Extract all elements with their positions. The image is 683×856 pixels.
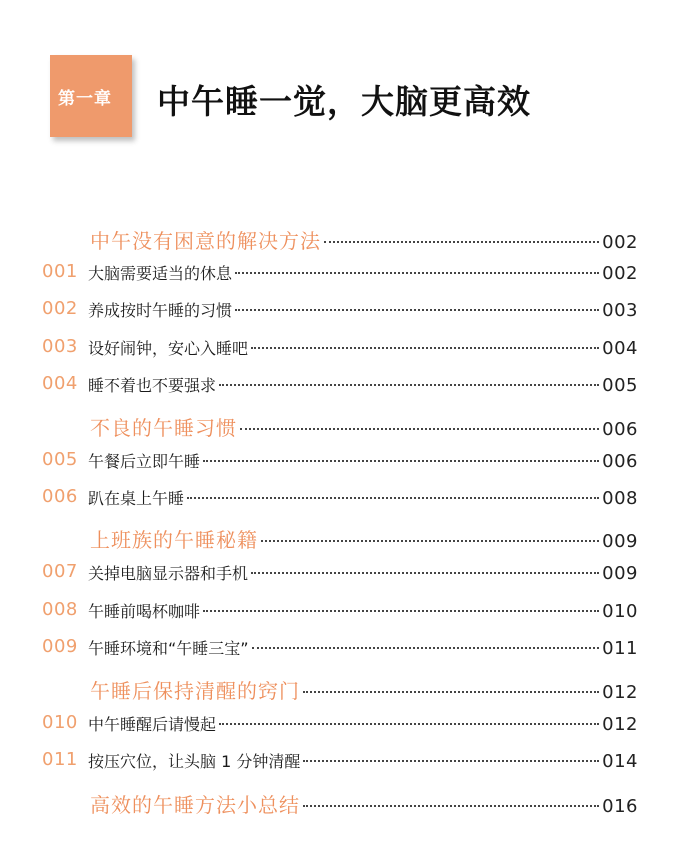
toc-item [42,261,638,284]
dot-leader [235,272,599,274]
toc-item-number: 002 [42,298,78,319]
toc-item-title: 午睡前喝杯咖啡 [88,602,201,621]
toc-item-number: 005 [42,449,78,470]
dot-leader [303,760,599,762]
toc-section [90,225,638,254]
toc-page-number: 002 [602,232,638,253]
dot-leader [251,347,599,349]
toc-item-number: 010 [42,712,78,733]
toc-section-title: 中午没有困意的解决方法 [90,229,321,253]
chapter-label: 第一章 [58,89,112,109]
toc-item-title: 中午睡醒后请慢起 [88,715,217,734]
toc-item-number: 008 [42,599,78,620]
toc-page-number: 011 [602,638,638,659]
dot-leader [203,460,599,462]
toc-page-number: 009 [602,563,638,584]
toc-item-number: 006 [42,486,78,507]
dot-leader [261,540,599,542]
toc-item [42,712,638,735]
toc-page-number: 012 [602,682,638,703]
toc-section [90,675,638,704]
chapter-title: 中午睡一觉，大脑更高效 [157,82,531,121]
dot-leader [203,610,599,612]
dot-leader [252,647,600,649]
toc-item-title: 午睡环境和“午睡三宝” [88,639,249,658]
dot-leader [303,691,599,693]
toc-item-title: 关掉电脑显示器和手机 [88,564,249,583]
toc-item [42,636,638,659]
toc-item-number: 003 [42,336,78,357]
toc-item [42,599,638,622]
toc-item [42,373,638,396]
toc-item-title: 趴在桌上午睡 [88,489,185,508]
toc-item-title: 午餐后立即午睡 [88,452,201,471]
dot-leader [187,497,599,499]
toc-item [42,486,638,509]
toc-item-number: 004 [42,373,78,394]
toc-page-number: 004 [602,338,638,359]
toc-page-number: 012 [602,714,638,735]
toc-page-number: 010 [602,601,638,622]
dot-leader [219,723,599,725]
toc-section-title: 高效的午睡方法小总结 [90,793,300,817]
toc-item [42,336,638,359]
toc-section-title: 午睡后保持清醒的窍门 [90,679,300,703]
toc-item-number: 001 [42,261,78,282]
toc-page-number: 008 [602,488,638,509]
toc-page-number: 009 [602,531,638,552]
dot-leader [219,384,599,386]
toc-page-number: 002 [602,263,638,284]
toc-section-title: 上班族的午睡秘籍 [90,528,258,552]
toc-item-title: 养成按时午睡的习惯 [88,301,233,320]
toc-item-number: 011 [42,749,78,770]
toc-item-title: 睡不着也不要强求 [88,376,217,395]
toc-section [90,789,638,818]
toc-section [90,524,638,553]
toc-item-title: 按压穴位，让头脑 1 分钟清醒 [88,752,301,771]
toc-item-title: 大脑需要适当的休息 [88,264,233,283]
toc-item [42,561,638,584]
toc-page-number: 014 [602,751,638,772]
toc-section-title: 不良的午睡习惯 [90,416,237,440]
toc-page-number: 006 [602,419,638,440]
dot-leader [251,572,599,574]
dot-leader [303,805,599,807]
toc-page-number: 005 [602,375,638,396]
toc-item-number: 009 [42,636,78,657]
toc-item [42,449,638,472]
toc-section [90,412,638,441]
dot-leader [324,241,599,243]
toc-page-number: 003 [602,300,638,321]
toc-item [42,749,638,772]
toc-item-number: 007 [42,561,78,582]
toc-item-title: 设好闹钟，安心入睡吧 [88,339,249,358]
toc-item [42,298,638,321]
dot-leader [240,428,599,430]
dot-leader [235,309,599,311]
toc-page-number: 016 [602,796,638,817]
toc-page-number: 006 [602,451,638,472]
